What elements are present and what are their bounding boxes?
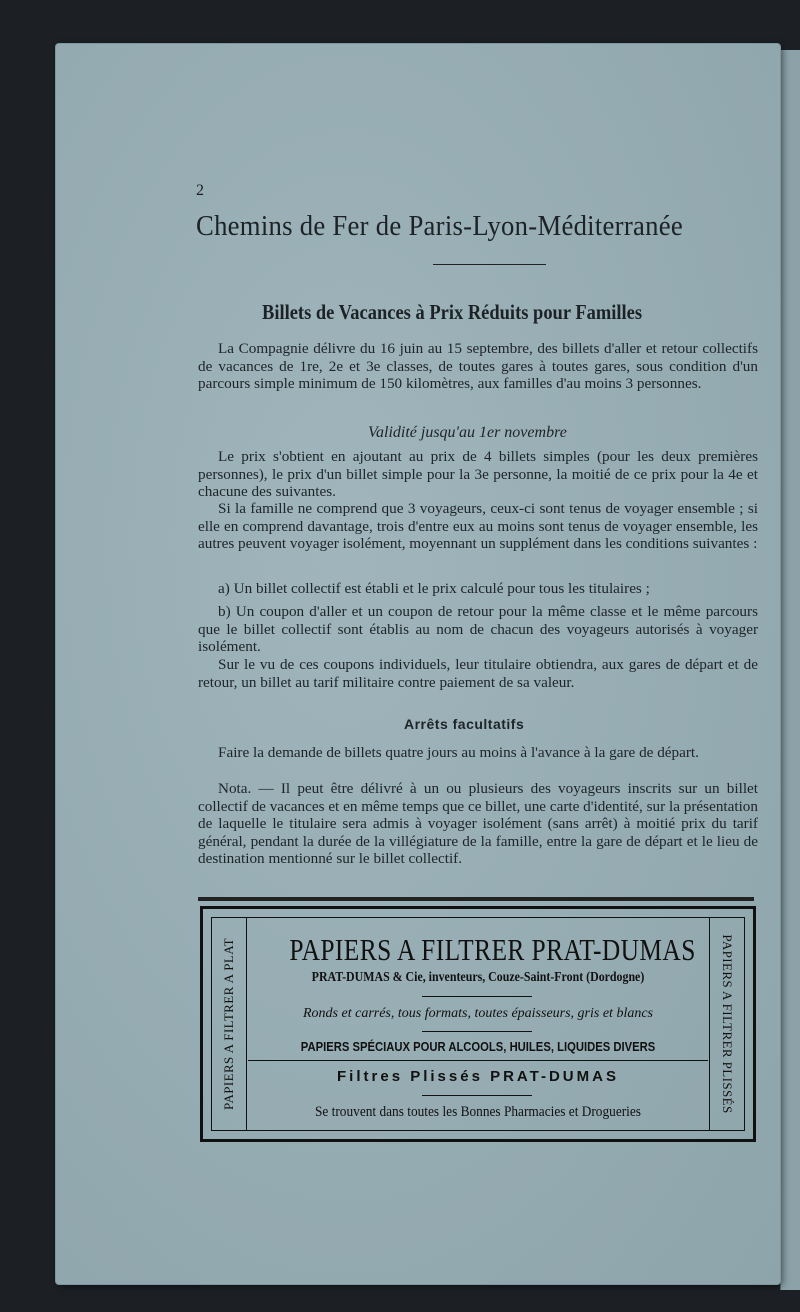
ad-side-right-text: PAPIERS A FILTRER PLISSÉS — [720, 934, 735, 1114]
ad-divider — [422, 1095, 532, 1096]
stops-heading: Arrêts facultatifs — [404, 716, 525, 732]
group-paragraph: Si la famille ne comprend que 3 voyageurs, ceux-ci sont tenus de voyager ensemble ; si elle en comprend davantage, trois d'entre eux au moins sont tenus de voyager ensemble, les autres peuvent voyager isolément, moyennant un supplément dans les conditions suivantes : — [198, 500, 758, 552]
advertisement — [200, 906, 756, 1142]
nota-paragraph: Nota. — Il peut être délivré à un ou plusieurs des voyageurs inscrits sur un billet collectif de vacances et en même temps que ce billet, une carte d'identité, sur la présentation de laquelle le titulaire sera admis à voyager isolément (sans arrêt) à moitié prix du tarif général, pendant la durée de la villégiature de la famille, entre la gare de départ et le lieu de destination mentionné sur le billet collectif. — [198, 780, 758, 867]
ad-formats: Ronds et carrés, tous formats, toutes épaisseurs, gris et blancs — [303, 1006, 653, 1021]
request-paragraph: Faire la demande de billets quatre jours au moins à l'avance à la gare de départ. — [218, 744, 699, 761]
title-divider — [433, 264, 546, 265]
ad-special: PAPIERS SPÉCIAUX POUR ALCOOLS, HUILES, LIQUIDES DIVERS — [300, 1040, 656, 1054]
ad-divider — [422, 996, 532, 997]
ad-makers: PRAT-DUMAS & Cie, inventeurs, Couze-Saint-Front (Dordogne) — [311, 970, 645, 985]
ad-filters: Filtres Plissés PRAT-DUMAS — [337, 1068, 619, 1085]
page-title: Chemins de Fer de Paris-Lyon-Méditerranée — [196, 210, 683, 242]
price-paragraph: Le prix s'obtient en ajoutant au prix de 4 billets simples (pour les deux premières personnes), le prix d'un billet simple pour la 3e personne, la moitié de ce prix pour la 4e et chacune des suivantes. — [198, 448, 758, 500]
ad-side-left — [212, 918, 247, 1130]
condition-a: a) Un billet collectif est établi et le prix calculé pour tous les titulaires ; — [218, 580, 650, 597]
section-title: Billets de Vacances à Prix Réduits pour Familles — [262, 300, 643, 324]
coupons-paragraph: Sur le vu de ces coupons individuels, leur titulaire obtiendra, aux gares de départ et de retour, un billet au tarif militaire contre paiement de sa valeur. — [198, 656, 758, 691]
next-page-edge — [780, 50, 800, 1290]
ad-inner-frame — [211, 917, 745, 1131]
ad-divider — [422, 1031, 532, 1032]
condition-b: b) Un coupon d'aller et un coupon de retour pour la même classe et le même parcours que le billet collectif sont établis au nom de chacun des voyageurs autorisés à voyager isolément. — [198, 603, 758, 655]
ad-title: PAPIERS A FILTRER PRAT-DUMAS — [289, 932, 696, 967]
page-number: 2 — [196, 182, 204, 199]
ad-divider — [248, 1060, 708, 1061]
validity-heading: Validité jusqu'au 1er novembre — [368, 424, 567, 441]
ad-where: Se trouvent dans toutes les Bonnes Pharmacies et Drogueries — [314, 1104, 642, 1120]
ad-side-left-text: PAPIERS A FILTRER A PLAT — [221, 938, 236, 1110]
ad-side-right — [709, 918, 744, 1130]
ad-top-bar — [198, 897, 754, 901]
intro-paragraph: La Compagnie délivre du 16 juin au 15 septembre, des billets d'aller et retour collectifs de vacances de 1re, 2e et 3e classes, de toutes gares à toutes gares, sous condition d'un parcours simple minimum de 150 kilomètres, aux familles d'au moins 3 personnes. — [198, 340, 758, 392]
